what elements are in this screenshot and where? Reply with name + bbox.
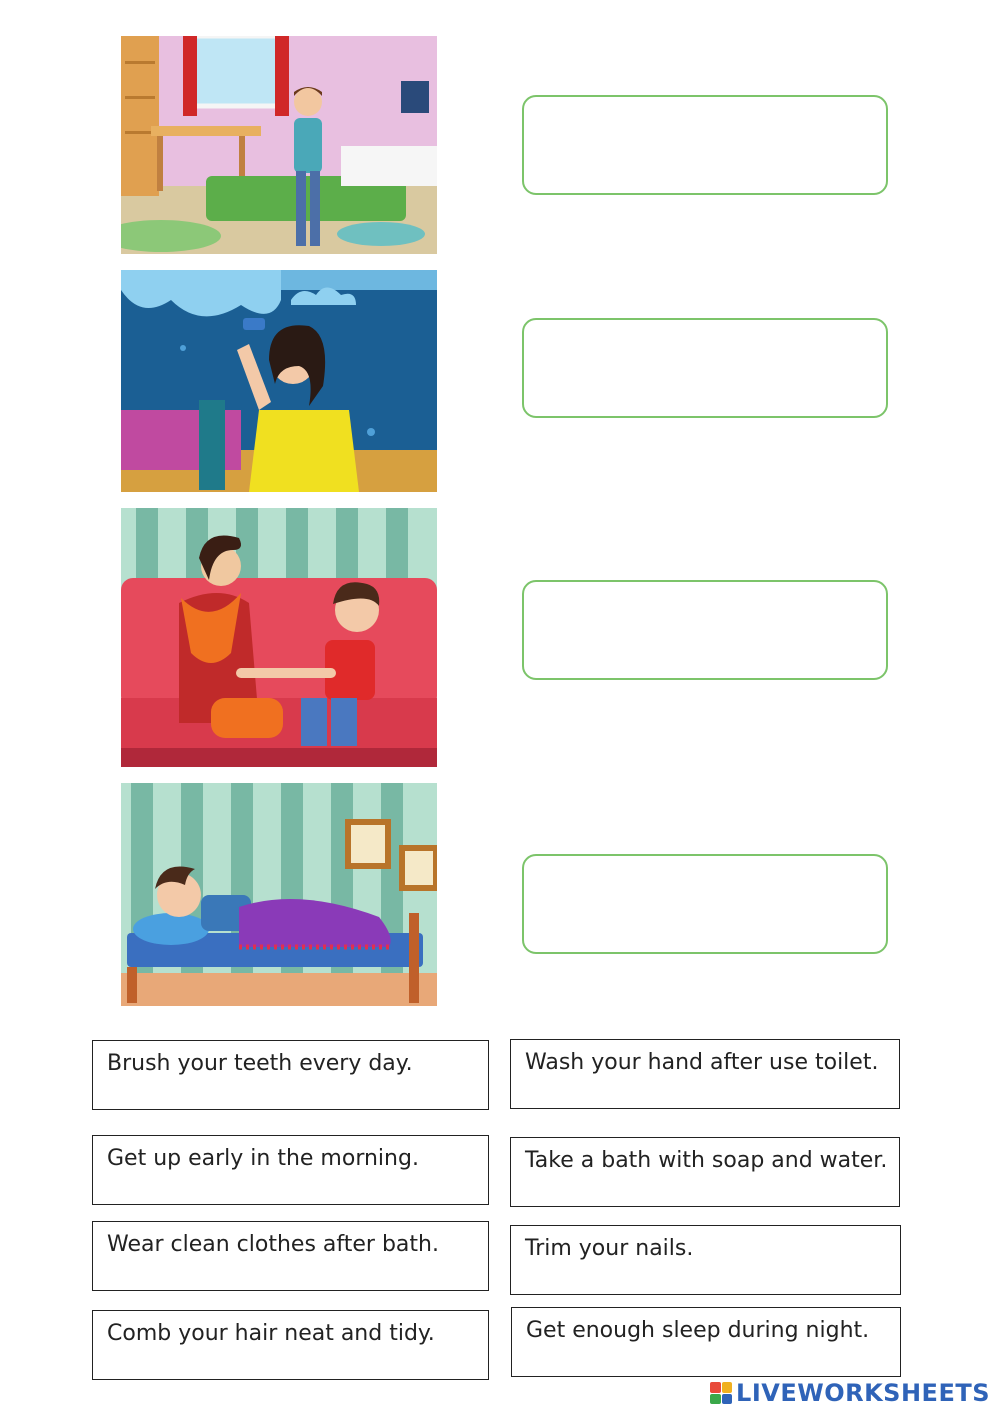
- answer-card[interactable]: Trim your nails.: [510, 1225, 901, 1295]
- picture-boy-sleeping: [121, 783, 437, 1006]
- answer-card[interactable]: Get up early in the morning.: [92, 1135, 489, 1205]
- answer-drop-box-1[interactable]: [522, 95, 888, 195]
- answer-card[interactable]: Wash your hand after use toilet.: [510, 1039, 900, 1109]
- brand-name: LIVEWORKSHEETS: [736, 1379, 990, 1407]
- answer-drop-box-4[interactable]: [522, 854, 888, 954]
- answer-card[interactable]: Get enough sleep during night.: [511, 1307, 901, 1377]
- liveworksheets-brand: [710, 1379, 990, 1407]
- picture-woman-combing-hair: [121, 270, 437, 492]
- picture-boy-getting-up: [121, 36, 437, 254]
- answer-card[interactable]: Comb your hair neat and tidy.: [92, 1310, 489, 1380]
- answer-card[interactable]: Take a bath with soap and water.: [510, 1137, 900, 1207]
- answer-drop-box-3[interactable]: [522, 580, 888, 680]
- answer-drop-box-2[interactable]: [522, 318, 888, 418]
- answer-card[interactable]: Wear clean clothes after bath.: [92, 1221, 489, 1291]
- answer-card[interactable]: Brush your teeth every day.: [92, 1040, 489, 1110]
- liveworksheets-logo-icon: [710, 1382, 732, 1404]
- picture-trimming-nails: [121, 508, 437, 767]
